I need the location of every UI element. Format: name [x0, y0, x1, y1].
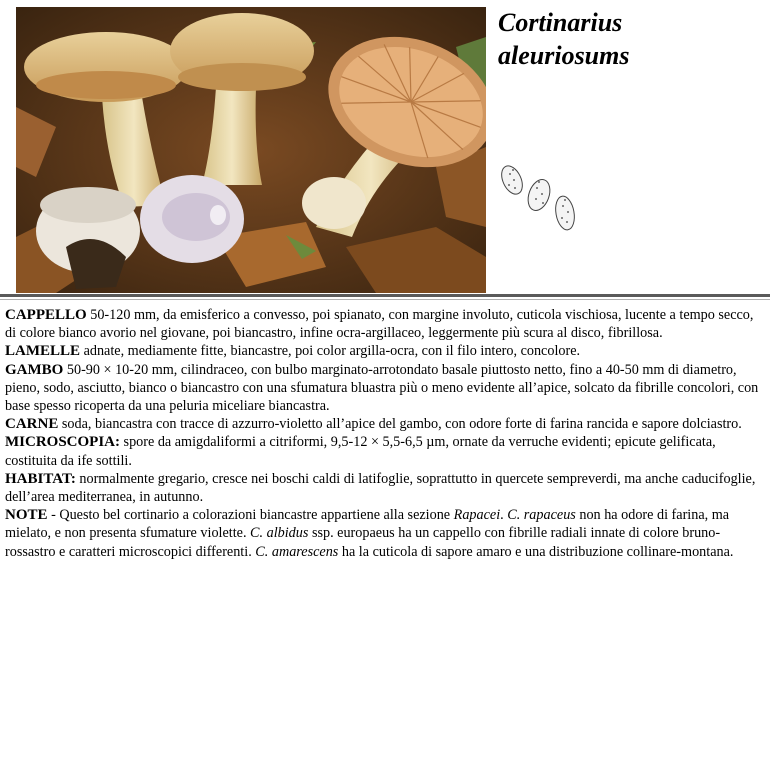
section-carne: [5, 415, 763, 433]
section-lamelle: [5, 342, 763, 360]
section-text: spore da amigdaliformi a citriformi, 9,5-12 × 5,5-6,5 µm, ornate da verruche evidenti; epicute gelificata, costituita da ife sottili.: [5, 434, 716, 469]
section-text: ha la cuticola di sapore amaro e una distribuzione collinare-montana.: [338, 543, 734, 560]
taxon-name: C. rapaceus: [507, 507, 576, 524]
section-label: HABITAT:: [5, 470, 76, 487]
section-text: .: [500, 507, 508, 524]
section-label: LAMELLE: [5, 343, 81, 360]
separator-line-thin: [0, 299, 770, 300]
section-label: CARNE: [5, 416, 59, 433]
section-text: - Questo bel cortinario a colorazioni biancastre appartiene alla sezione: [47, 507, 454, 524]
section-label: NOTE: [5, 507, 48, 524]
spore-drawing-icon: [498, 158, 588, 238]
taxon-name: Rapacei: [453, 507, 501, 524]
section-text: normalmente gregario, cresce nei boschi caldi di latifoglie, soprattutto in quercete sempreverdi, ma anche caducifoglie, dell’area mediterranea, in autunno.: [5, 470, 756, 506]
section-microscopia: [5, 433, 763, 469]
section-text: non ha odore di farina, ma mielato, e non presenta sfumature violette.: [5, 507, 730, 542]
section-gambo: [5, 361, 763, 416]
section-text: adnate, mediamente fitte, biancastre, poi color argilla-ocra, con il filo intero, concolore.: [80, 343, 581, 360]
section-text: 50-90 × 10-20 mm, cilindraceo, con bulbo marginato-arrotondato basale piuttosto netto, fino a 40-50 mm di diametro, pieno, sodo, asciutto, bianco o biancastro con una sfumatura bluastra più o meno evidente all’apice, solcato da fibrille concolori, con base spesso ricoperta da una peluria miceliare biancastra.: [5, 361, 759, 415]
mushroom-photo: [16, 7, 486, 293]
description-body: [5, 306, 763, 561]
species-title-genus: Cortinarius: [498, 8, 623, 37]
section-text: ssp. europaeus ha un cappello con fibrille radiali innate di colore bruno-rossastro e caratteri microscopici differenti.: [5, 525, 721, 560]
section-habitat: [5, 470, 763, 506]
section-label: CAPPELLO: [5, 307, 87, 323]
section-label: MICROSCOPIA:: [5, 434, 120, 451]
species-title-epithet: aleuriosums: [498, 41, 630, 70]
section-label: GAMBO: [5, 361, 64, 378]
section-note: [5, 506, 763, 561]
taxon-name: C. amarescens: [255, 543, 339, 560]
taxon-name: C. albidus: [250, 525, 309, 542]
species-title: [498, 6, 758, 72]
section-cappello: [5, 306, 763, 342]
section-text: 50-120 mm, da emisferico a convesso, poi spianato, con margine involuto, cuticola vischiosa, lucente a tempo secco, di colore bianco avorio nel giovane, poi biancastro, infine ocra-argillaceo, leggermente più scura al disco, fibrillosa.: [5, 307, 754, 342]
section-text: soda, biancastra con tracce di azzurro-violetto all’apice del gambo, con odore forte di farina rancida e sapore dolciastro.: [58, 416, 742, 433]
separator-line: [0, 294, 770, 297]
